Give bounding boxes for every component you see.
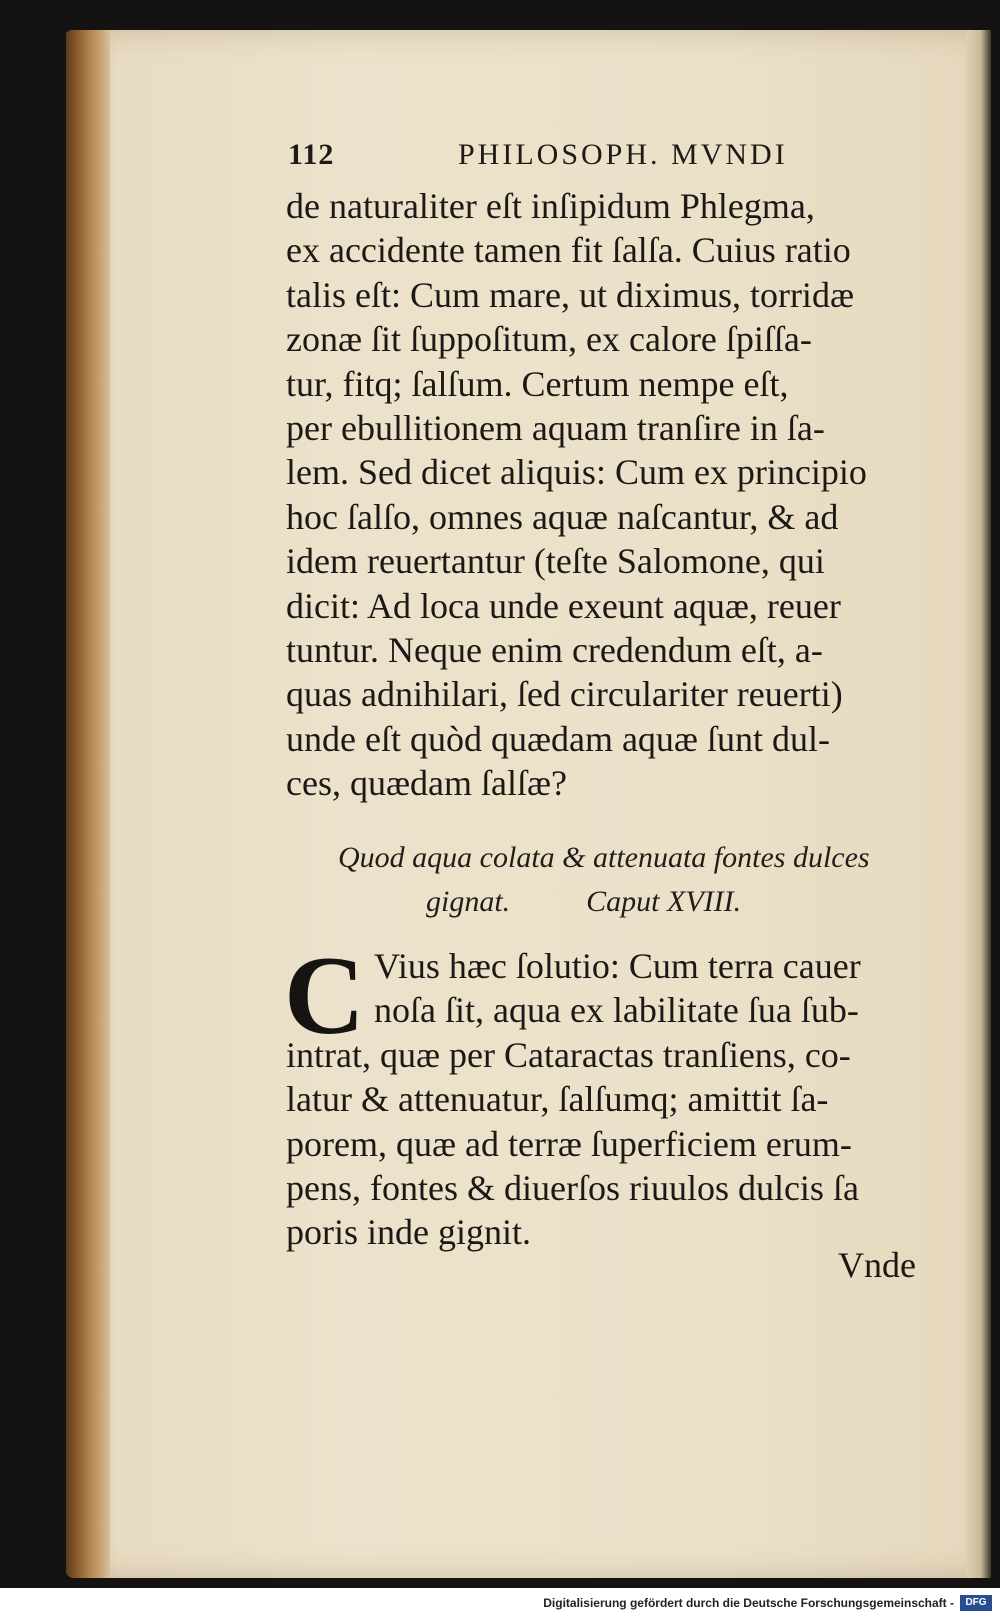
footer-bar xyxy=(0,1588,1000,1620)
text-line: Vius hæc ſolutio: Cum terra cauer xyxy=(374,946,861,986)
catchword: Vnde xyxy=(838,1245,916,1285)
text-line: ex accidente tamen fit ſalſa. Cuius ratio xyxy=(286,230,851,271)
text-line: pens, fontes & diuerſos riuulos dulcis ſa xyxy=(286,1167,859,1208)
text-block-chapter xyxy=(284,934,942,1255)
drop-capital: C xyxy=(284,934,365,1058)
page-gutter-edge xyxy=(66,30,110,1578)
caption-line: Quod aqua colata & attenuata fontes dulces xyxy=(338,841,870,874)
page-fore-edge xyxy=(966,30,991,1578)
text-line: latur & attenuatur, ſalſumq; amittit ſa- xyxy=(286,1079,829,1120)
text-line: intrat, quæ per Cataractas tranſiens, co- xyxy=(286,1034,851,1075)
chapter-number: Caput XVIII. xyxy=(586,885,742,918)
text-line: poris inde gignit. xyxy=(286,1212,531,1253)
text-line: per ebullitionem aquam tranſire in ſa- xyxy=(286,407,825,448)
funding-credit: Digitalisierung gefördert durch die Deutsche Forschungsgemeinschaft - xyxy=(543,1596,954,1610)
folio-number: 112 xyxy=(288,138,335,171)
text-line: ces, quædam ſalſæ? xyxy=(286,763,567,804)
text-block-main xyxy=(286,184,942,805)
text-line: unde eſt quòd quædam aquæ ſunt dul- xyxy=(286,718,830,759)
text-line: lem. Sed dicet aliquis: Cum ex principio xyxy=(286,452,867,493)
chapter-caption xyxy=(290,836,930,924)
text-line: hoc ſalſo, omnes aquæ naſcantur, & ad xyxy=(286,496,839,537)
text-line: de naturaliter eſt inſipidum Phlegma, xyxy=(286,186,815,226)
text-line: idem reuertantur (teſte Salomone, qui xyxy=(286,541,825,582)
text-line: porem, quæ ad terræ ſuperficiem erum- xyxy=(286,1123,852,1164)
text-line: dicit: Ad loca unde exeunt aquæ, reuer xyxy=(286,585,841,626)
text-line: talis eſt: Cum mare, ut diximus, torridæ xyxy=(286,274,854,315)
caption-line-end: gignat. xyxy=(426,885,511,918)
page-header xyxy=(288,138,888,174)
text-line: zonæ ſit ſuppoſitum, ex calore ſpiſſa- xyxy=(286,319,812,360)
dfg-logo-icon: DFG xyxy=(960,1595,992,1611)
text-line: noſa ſit, aqua ex labilitate ſua ſub- xyxy=(374,990,859,1031)
text-line: tuntur. Neque enim credendum eſt, a- xyxy=(286,629,823,670)
text-line: quas adnihilari, ſed circulariter reuerti) xyxy=(286,674,843,715)
text-line: tur, fitq; ſalſum. Certum nempe eſt, xyxy=(286,363,789,404)
caption-line xyxy=(290,880,930,924)
running-title: PHILOSOPH. MVNDI xyxy=(458,138,788,171)
